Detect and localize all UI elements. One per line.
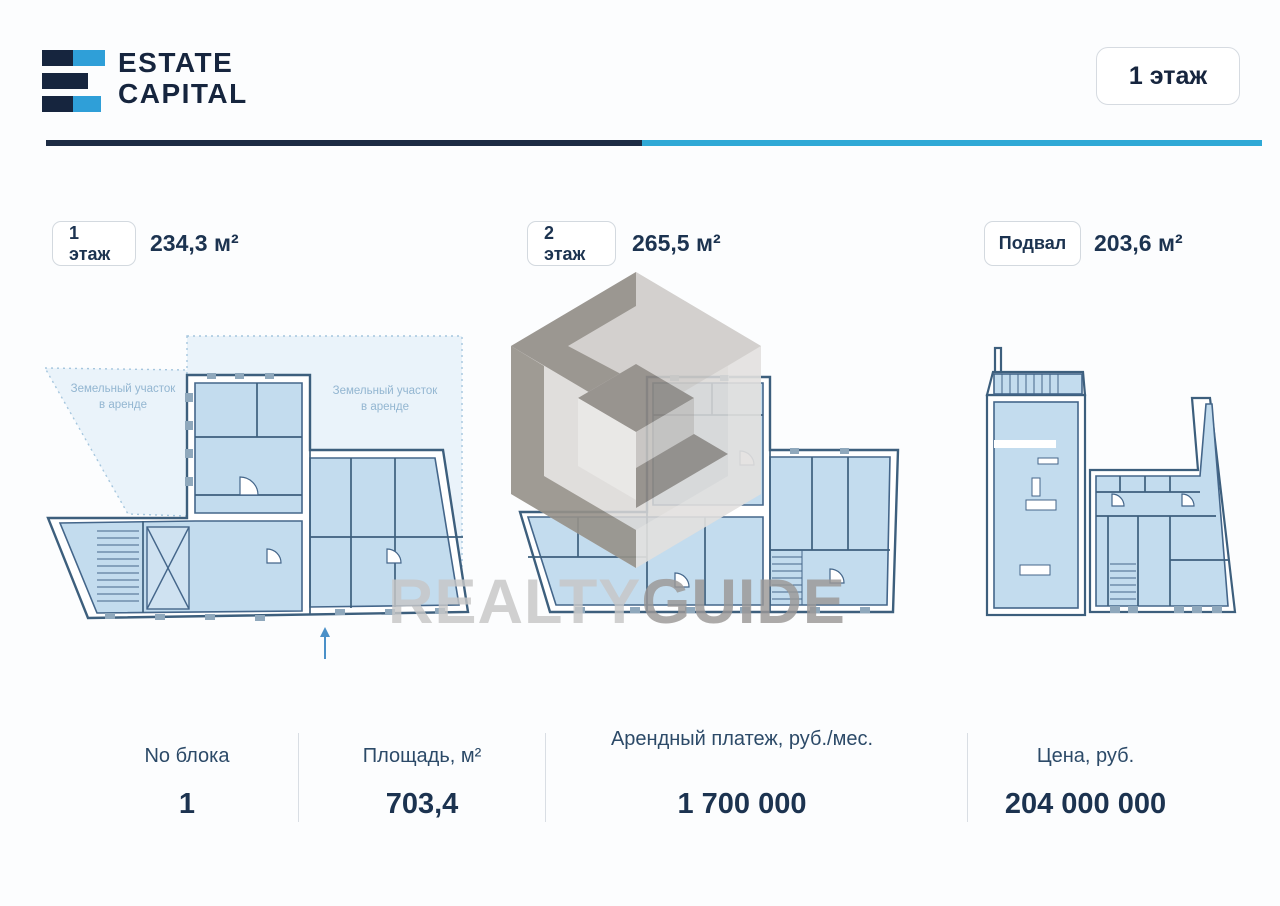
brand-line1: ESTATE: [118, 47, 234, 78]
header-divider: [46, 140, 1262, 146]
current-floor-button[interactable]: 1 этаж: [1096, 47, 1240, 105]
land-label-left-line2: в аренде: [99, 399, 147, 411]
watermark-text-dark: GUIDE: [641, 567, 846, 637]
land-label-right-line1: Земельный участок: [332, 385, 438, 397]
brand-name: [118, 47, 248, 109]
logo-bar-dark: [42, 96, 73, 112]
summary-col-rent: [546, 728, 938, 824]
land-label-right-line2: в аренде: [361, 401, 409, 413]
shaft-room: [147, 527, 189, 609]
divider-dark-segment: [46, 140, 642, 146]
rent-header: Арендный платеж, руб./мес.: [610, 728, 874, 750]
brand-line2: CAPITAL: [118, 78, 248, 109]
entrance-arrow-icon: [320, 627, 330, 659]
price-header: Цена, руб.: [1036, 745, 1135, 767]
floor-badge-2[interactable]: 2 этаж: [527, 221, 616, 266]
logo-bar-dark: [42, 73, 88, 89]
floor-area-basement: 203,6 м²: [1094, 230, 1183, 256]
estate-capital-logo-icon: [42, 48, 106, 112]
logo-bar-blue: [73, 50, 105, 66]
floor-badge-1[interactable]: 1 этаж: [52, 221, 136, 266]
land-label-left-line1: Земельный участок: [70, 383, 176, 395]
logo-bar-dark: [42, 50, 73, 66]
block-number-value: 1: [178, 788, 196, 820]
price-value: 204 000 000: [1004, 788, 1167, 820]
block-number-header: No блока: [144, 745, 230, 767]
area-header: Площадь, м²: [362, 745, 482, 767]
area-value: 703,4: [385, 788, 459, 820]
divider-blue-segment: [642, 140, 1262, 146]
logo-bar-blue: [73, 96, 101, 112]
summary-col-block: [75, 728, 299, 824]
floor-area-1: 234,3 м²: [150, 230, 239, 256]
summary-col-area: [299, 728, 545, 824]
rent-value: 1 700 000: [677, 788, 807, 820]
floor-plan-basement: [960, 340, 1250, 630]
watermark-text-light: REALTY: [388, 567, 642, 637]
watermark-cube-icon: [508, 268, 764, 574]
watermark-text: [388, 566, 888, 638]
summary-col-price: [968, 728, 1203, 824]
floor-badge-basement[interactable]: Подвал: [984, 221, 1081, 266]
floor-area-2: 265,5 м²: [632, 230, 721, 256]
